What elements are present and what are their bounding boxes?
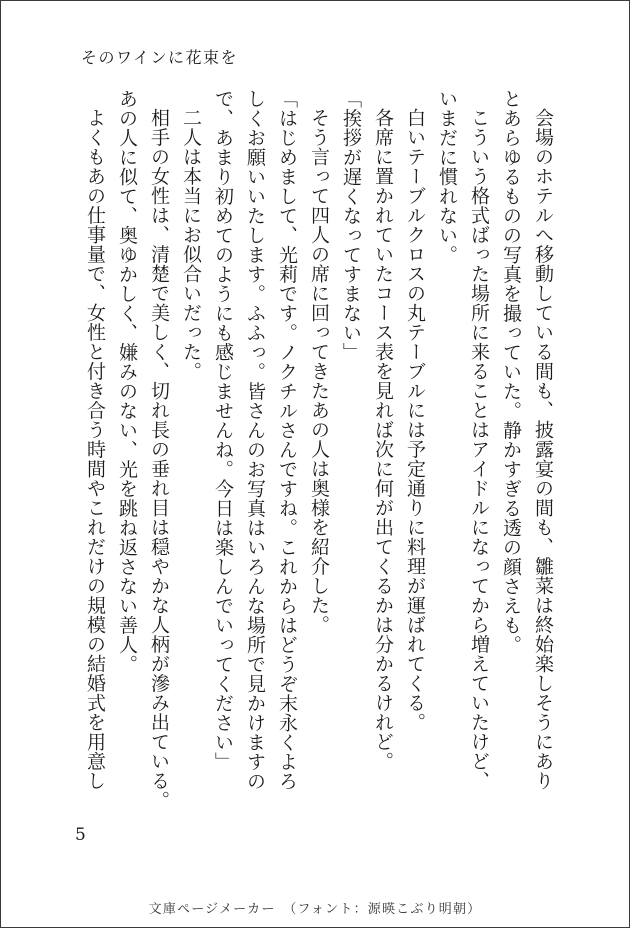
- text-line: 「はじめまして、光莉です。ノクチルさんですね。これからはどうぞ末永くよろ: [276, 89, 298, 791]
- text-line: よくもあの仕事量で、女性と付き合う時間やこれだけの規模の結婚式を用意し: [84, 108, 106, 791]
- text-line: 二人は本当にお似合いだった。: [180, 108, 202, 381]
- text-line: こういう格式ばった場所に来ることはアイドルになってから増えていたけど、: [468, 108, 490, 791]
- page-footer: 文庫ページメーカー （フォント：源暎こぶり明朝）: [148, 902, 482, 917]
- text-line: そう言って四人の席に回ってきたあの人は奥様を紹介した。: [308, 108, 330, 635]
- text-line: しくお願いいたします。ふふっ。皆さんのお写真はいろんな場所で見かけますの: [244, 89, 266, 791]
- text-line: 会場のホテルへ移動している間も、披露宴の間も、雛菜は終始楽しそうにあり: [532, 108, 554, 791]
- text-line: いまだに慣れない。: [436, 89, 458, 265]
- text-line: 白いテーブルクロスの丸テーブルには予定通りに料理が運ばれてくる。: [404, 108, 426, 732]
- text-line: 相手の女性は、清楚で美しく、切れ長の垂れ目は穏やかな人柄が滲み出ている。: [148, 108, 170, 810]
- text-line: 各席に置かれていたコース表を見れば次に何が出てくるかは分かるけれど。: [372, 108, 394, 771]
- text-line: 「挨拶が遅くなってすまない」: [340, 89, 362, 362]
- page-number: 5: [75, 825, 86, 845]
- text-line: とあらゆるものの写真を撮っていた。静かすぎる透の顔さえも。: [500, 89, 522, 655]
- vertical-text-block: [79, 89, 559, 810]
- page-header-title: そのワインに花束を: [81, 48, 239, 67]
- text-line: あの人に似て、奥ゆかしく、嫌みのない、光を跳ね返さない善人。: [116, 89, 138, 674]
- text-line: で、あまり初めてのようにも感じませんね。今日は楽しんでいってください」: [212, 89, 234, 772]
